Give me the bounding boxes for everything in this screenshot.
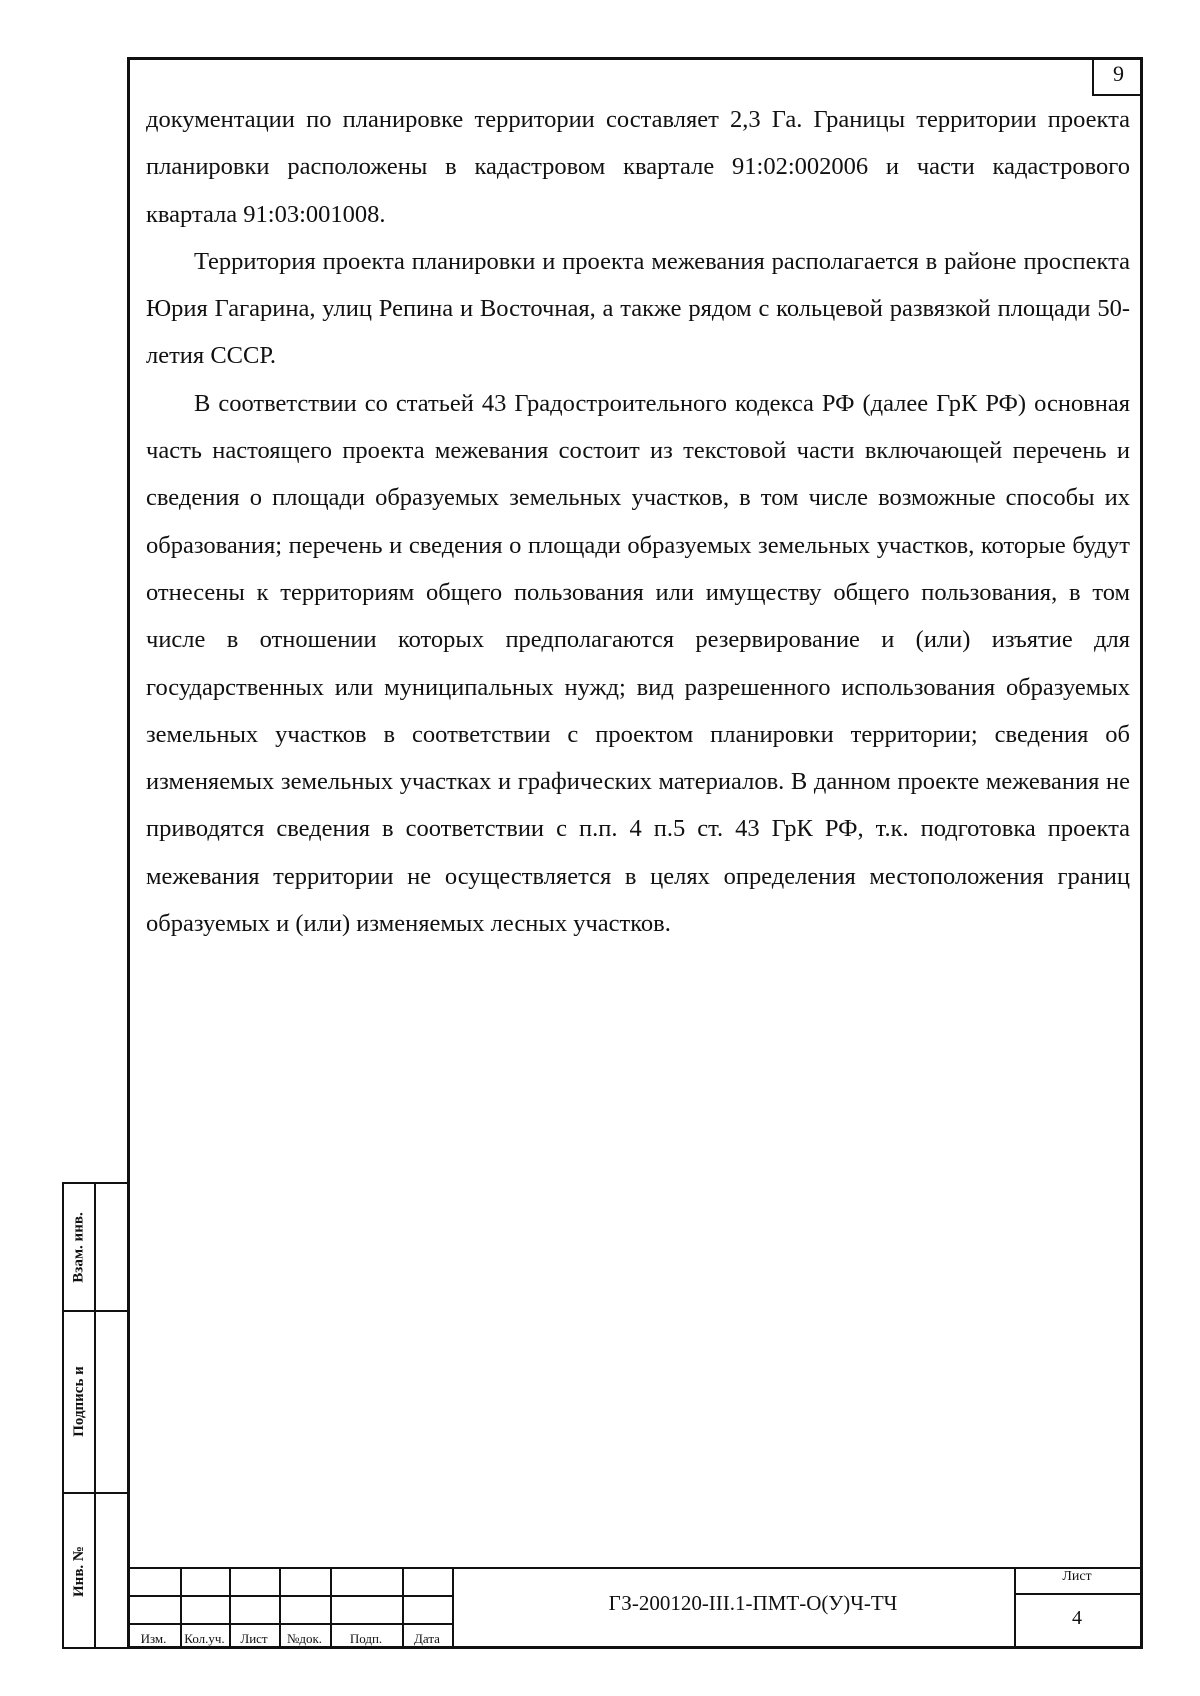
stamp-header-izm: Изм.	[140, 1631, 167, 1646]
top-page-number: 9	[1092, 57, 1143, 96]
side-label-inv: Инв. №	[70, 1546, 87, 1597]
side-label-podpis: Подпись и	[70, 1365, 87, 1437]
stamp-header-ndok: №док.	[286, 1631, 323, 1646]
side-column-divider	[94, 1184, 96, 1647]
stamp-header-podp: Подп.	[349, 1631, 383, 1646]
stamp-header-list: Лист	[240, 1631, 268, 1646]
paragraph-3: В соответствии со статьей 43 Градостроительного кодекса РФ (далее ГрК РФ) основная часть настоящего проекта межевания состоит из текстовой части включающей перечень и сведения о площади образуемых земельных участков, в том числе возможные способы их образования; перечень и сведения о площади образуемых земельных участков, которые будут отнесены к территориям общего пользования или имуществу общего пользования, в том числе в отношении которых предполагаются резервирование и (или) изъятие для государственных или муниципальных нужд; вид разрешенного использования образуемых земельных участков в соответствии с проектом планировки территории; сведения об изменяемых земельных участках и графических материалов. В данном проекте межевания не приводятся сведения в соответствии с п.п. 4 п.5 ст. 43 ГрК РФ, т.к. подготовка проекта межевания территории не осуществляется в целях определения местоположения границ образуемых и (или) изменяемых лесных участков.	[146, 389, 1130, 938]
title-block	[127, 1567, 1143, 1649]
side-strip	[62, 1182, 127, 1649]
stamp-header-data: Дата	[414, 1631, 440, 1646]
stamp-header-kol-uch: Кол.уч.	[184, 1631, 225, 1646]
paragraph-2: Территория проекта планировки и проекта межевания располагается в районе проспекта Юрия Гагарина, улиц Репина и Восточная, а также рядом с кольцевой развязкой площади 50-летия СССР.	[146, 247, 1130, 370]
document-code: ГЗ-200120-III.1-ПМТ-О(У)Ч-ТЧ	[608, 1591, 898, 1615]
body-text	[146, 96, 1130, 947]
side-label-vzam: Взам. инв.	[70, 1211, 87, 1283]
sheet-number: 4	[1072, 1607, 1082, 1629]
sheet-label: Лист	[1062, 1569, 1092, 1584]
paragraph-1: документации по планировке территории составляет 2,3 Га. Границы территории проекта планировки расположены в кадастровом квартале 91:02:002006 и части кадастрового квартала 91:03:001008.	[146, 106, 1130, 228]
